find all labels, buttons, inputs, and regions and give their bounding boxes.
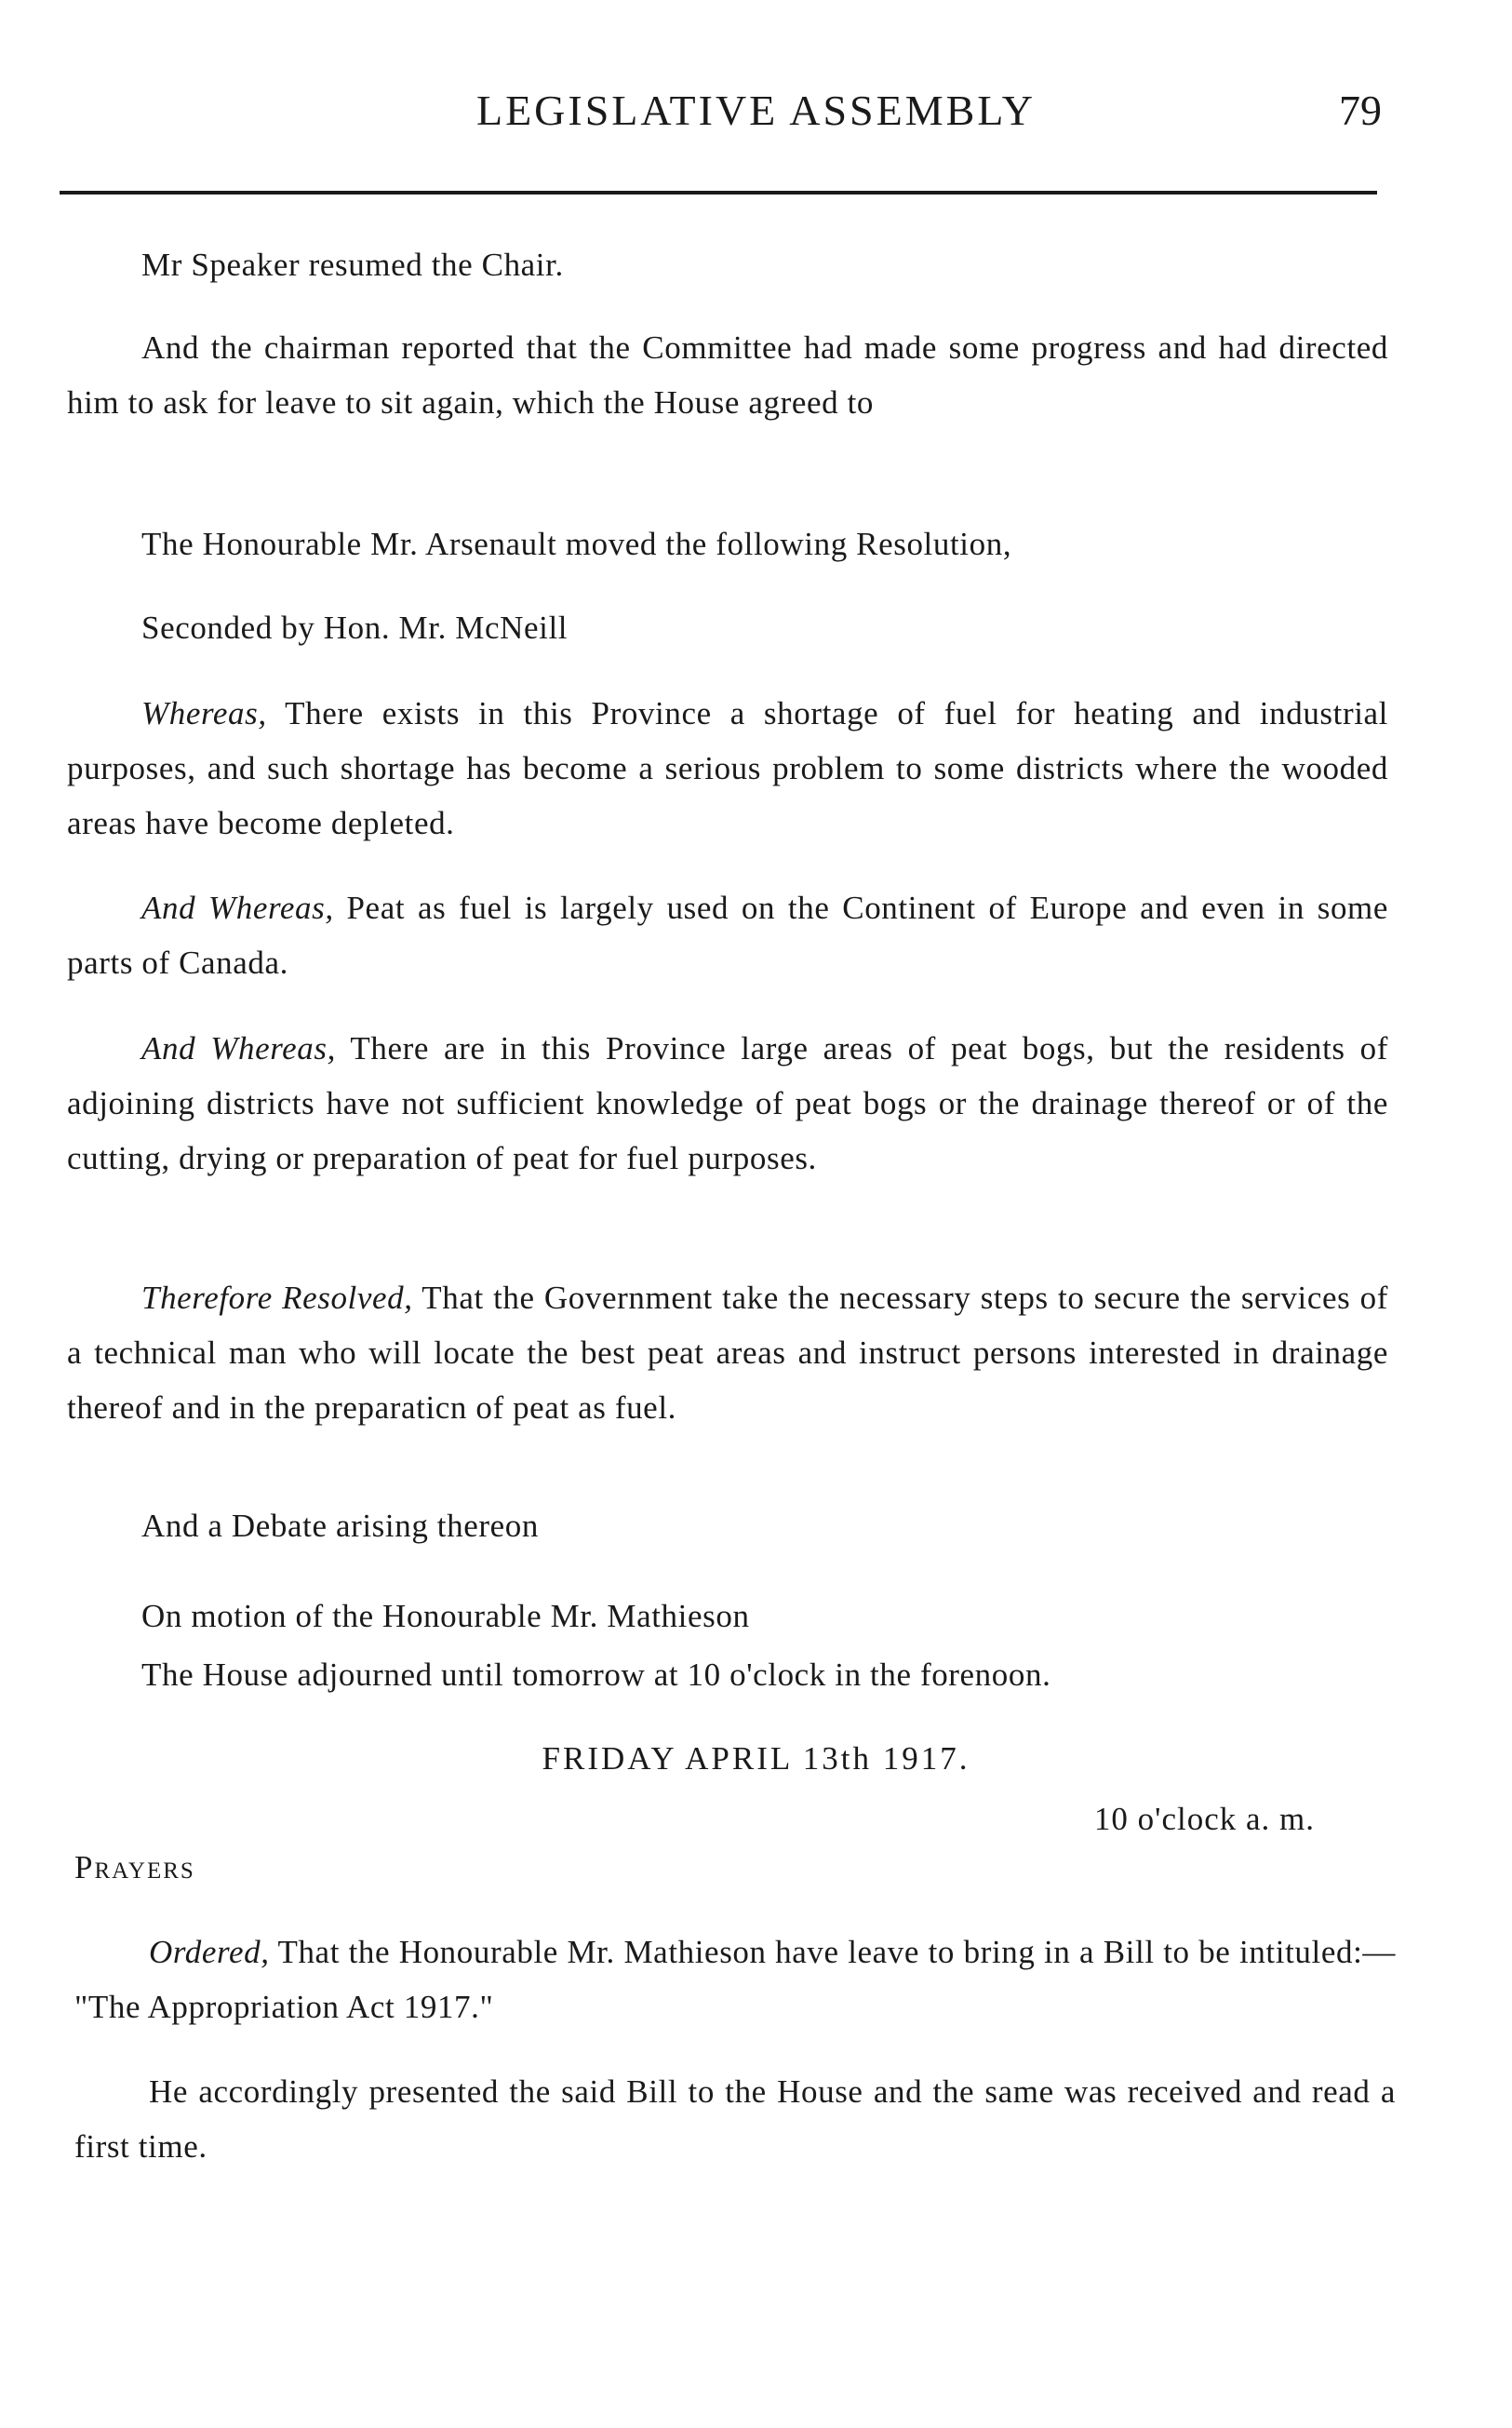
therefore-resolved-lead: Therefore Resolved, [141, 1280, 413, 1316]
paragraph-resolution-moved: The Honourable Mr. Arsenault moved the following Resolution, [141, 526, 1012, 562]
sitting-time: 10 o'clock a. m. [1093, 1801, 1315, 1837]
paragraph-whereas-1 [67, 686, 1388, 851]
page-number: 79 [1339, 87, 1382, 134]
whereas-text: There exists in this Province a shortage of fuel for heating and industrial purposes, and such shortage has become a serious problem to some districts where the wooded areas have become depleted. [67, 695, 1388, 841]
therefore-resolved-text: That the Government take the necessary steps to secure the services of a technical man who will locate the best peat areas and instruct persons interested in drainage thereof and in the preparaticn of peat as fuel. [67, 1280, 1388, 1426]
paragraph-seconded: Seconded by Hon. Mr. McNeill [141, 610, 569, 646]
whereas-lead: Whereas, [141, 695, 267, 731]
paragraph-whereas-3 [67, 1021, 1388, 1186]
ordered-lead: Ordered, [149, 1934, 270, 1970]
paragraph-bill-presented: He accordingly presented the said Bill to the House and the same was received and read a first time. [74, 2073, 1396, 2165]
and-whereas-text: Peat as fuel is largely used on the Continent of Europe and even in some parts of Canada. [67, 890, 1388, 981]
paragraph-therefore-resolved [67, 1270, 1388, 1435]
and-whereas-lead-2: And Whereas, [141, 1030, 336, 1066]
paragraph-debate: And a Debate arising thereon [141, 1508, 539, 1544]
paragraph-motion: On motion of the Honourable Mr. Mathieson [141, 1598, 750, 1634]
ordered-text: That the Honourable Mr. Mathieson have leave to bring in a Bill to be intituled:— "The Appropriation Act 1917." [74, 1934, 1396, 2025]
page-header [0, 86, 1512, 151]
prayers-heading: Prayers [74, 1849, 195, 1885]
paragraph-ordered [74, 1925, 1396, 2034]
paragraph-adjourned: The House adjourned until tomorrow at 10 o'clock in the forenoon. [141, 1657, 1051, 1693]
paragraph-whereas-2 [67, 880, 1388, 990]
header-rule [60, 191, 1377, 195]
paragraph-chairman-report: And the chairman reported that the Committee had made some progress and had directed him to ask for leave to sit again, which the House agreed to [67, 329, 1388, 421]
running-title: LEGISLATIVE ASSEMBLY [475, 87, 1037, 134]
and-whereas-text-2: There are in this Province large areas of peat bogs, but the residents of adjoining districts have not sufficient knowledge of peat bogs or the drainage thereof or of the cutting, drying or preparation of peat for fuel purposes. [67, 1030, 1389, 1176]
and-whereas-lead: And Whereas, [141, 890, 334, 926]
paragraph-speaker-resumed: Mr Speaker resumed the Chair. [141, 247, 564, 283]
sitting-date: FRIDAY APRIL 13th 1917. [542, 1740, 970, 1777]
